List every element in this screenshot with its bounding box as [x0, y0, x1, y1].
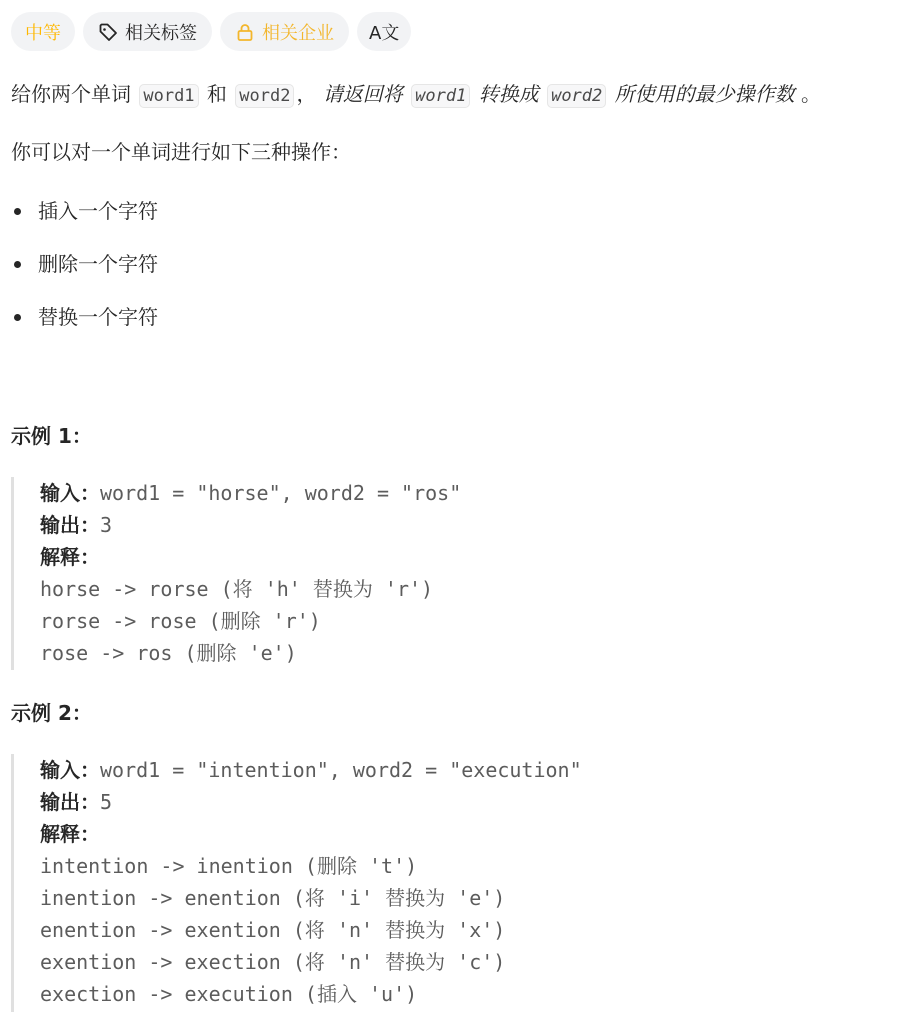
operation-label: 插入一个字符 [38, 199, 158, 223]
example-2-block [11, 754, 582, 1012]
input-label: 输入： [40, 758, 100, 782]
word2-code: word2 [235, 84, 294, 108]
bullet-icon [14, 261, 21, 268]
example-2-title: 示例 2： [11, 701, 92, 725]
explain-label: 解释： [40, 545, 100, 569]
problem-statement [11, 78, 821, 112]
difficulty-badge[interactable] [11, 12, 75, 51]
lock-icon [235, 22, 255, 42]
related-companies-label: 相关企业 [262, 22, 334, 44]
related-companies-button[interactable] [220, 12, 349, 51]
task-word2-code: word2 [547, 84, 606, 108]
list-item [11, 195, 158, 248]
explanation-step: exention -> exection (将 'n' 替换为 'c') [40, 950, 506, 974]
difficulty-label: 中等 [25, 22, 61, 44]
operation-label: 替换一个字符 [38, 305, 158, 329]
explanation-step: rorse -> rose (删除 'r') [40, 609, 321, 633]
explanation-step: intention -> inention (删除 't') [40, 854, 418, 878]
example-output [40, 786, 582, 818]
list-item [11, 248, 158, 301]
explain-label: 解释： [40, 822, 100, 846]
tag-icon [98, 22, 118, 42]
task-word1-code: word1 [411, 84, 470, 108]
tag-bar [11, 12, 411, 51]
example-explanation [40, 541, 461, 573]
operations-list [11, 195, 158, 354]
task-mid-text: 转换成 [478, 82, 539, 106]
example-explanation [40, 818, 582, 850]
output-value: 5 [100, 790, 113, 814]
explanation-step: enention -> exention (将 'n' 替换为 'x') [40, 918, 506, 942]
explanation-step: rose -> ros (删除 'e') [40, 641, 297, 665]
explanation-step: horse -> rorse (将 'h' 替换为 'r') [40, 577, 434, 601]
example-1-block [11, 477, 461, 670]
task-post-text: 所使用的最少操作数 [614, 82, 795, 106]
example-output [40, 509, 461, 541]
example-input [40, 477, 461, 509]
related-tags-label: 相关标签 [125, 22, 197, 44]
word1-code: word1 [139, 84, 198, 108]
bullet-icon [14, 314, 21, 321]
output-label: 输出： [40, 513, 100, 537]
task-pre-text: 请返回将 [322, 82, 403, 106]
and-text: 和 [206, 82, 227, 106]
explanation-step: inention -> enention (将 'i' 替换为 'e') [40, 886, 506, 910]
input-value: word1 = "intention", word2 = "execution" [100, 758, 582, 782]
intro-text: 给你两个单词 [11, 82, 131, 106]
input-value: word1 = "horse", word2 = "ros" [100, 481, 462, 505]
output-label: 输出： [40, 790, 100, 814]
translate-button[interactable] [357, 12, 411, 51]
example-1-title: 示例 1： [11, 424, 92, 448]
output-value: 3 [100, 513, 113, 537]
operation-label: 删除一个字符 [38, 252, 158, 276]
period-text: 。 [800, 82, 821, 106]
comma-text: ， [296, 82, 317, 106]
operations-intro: 你可以对一个单词进行如下三种操作： [11, 140, 351, 164]
example-input [40, 754, 582, 786]
translate-icon: A文 [369, 22, 400, 44]
bullet-icon [14, 208, 21, 215]
input-label: 输入： [40, 481, 100, 505]
explanation-step: exection -> execution (插入 'u') [40, 982, 418, 1006]
related-tags-button[interactable] [83, 12, 212, 51]
list-item [11, 301, 158, 354]
